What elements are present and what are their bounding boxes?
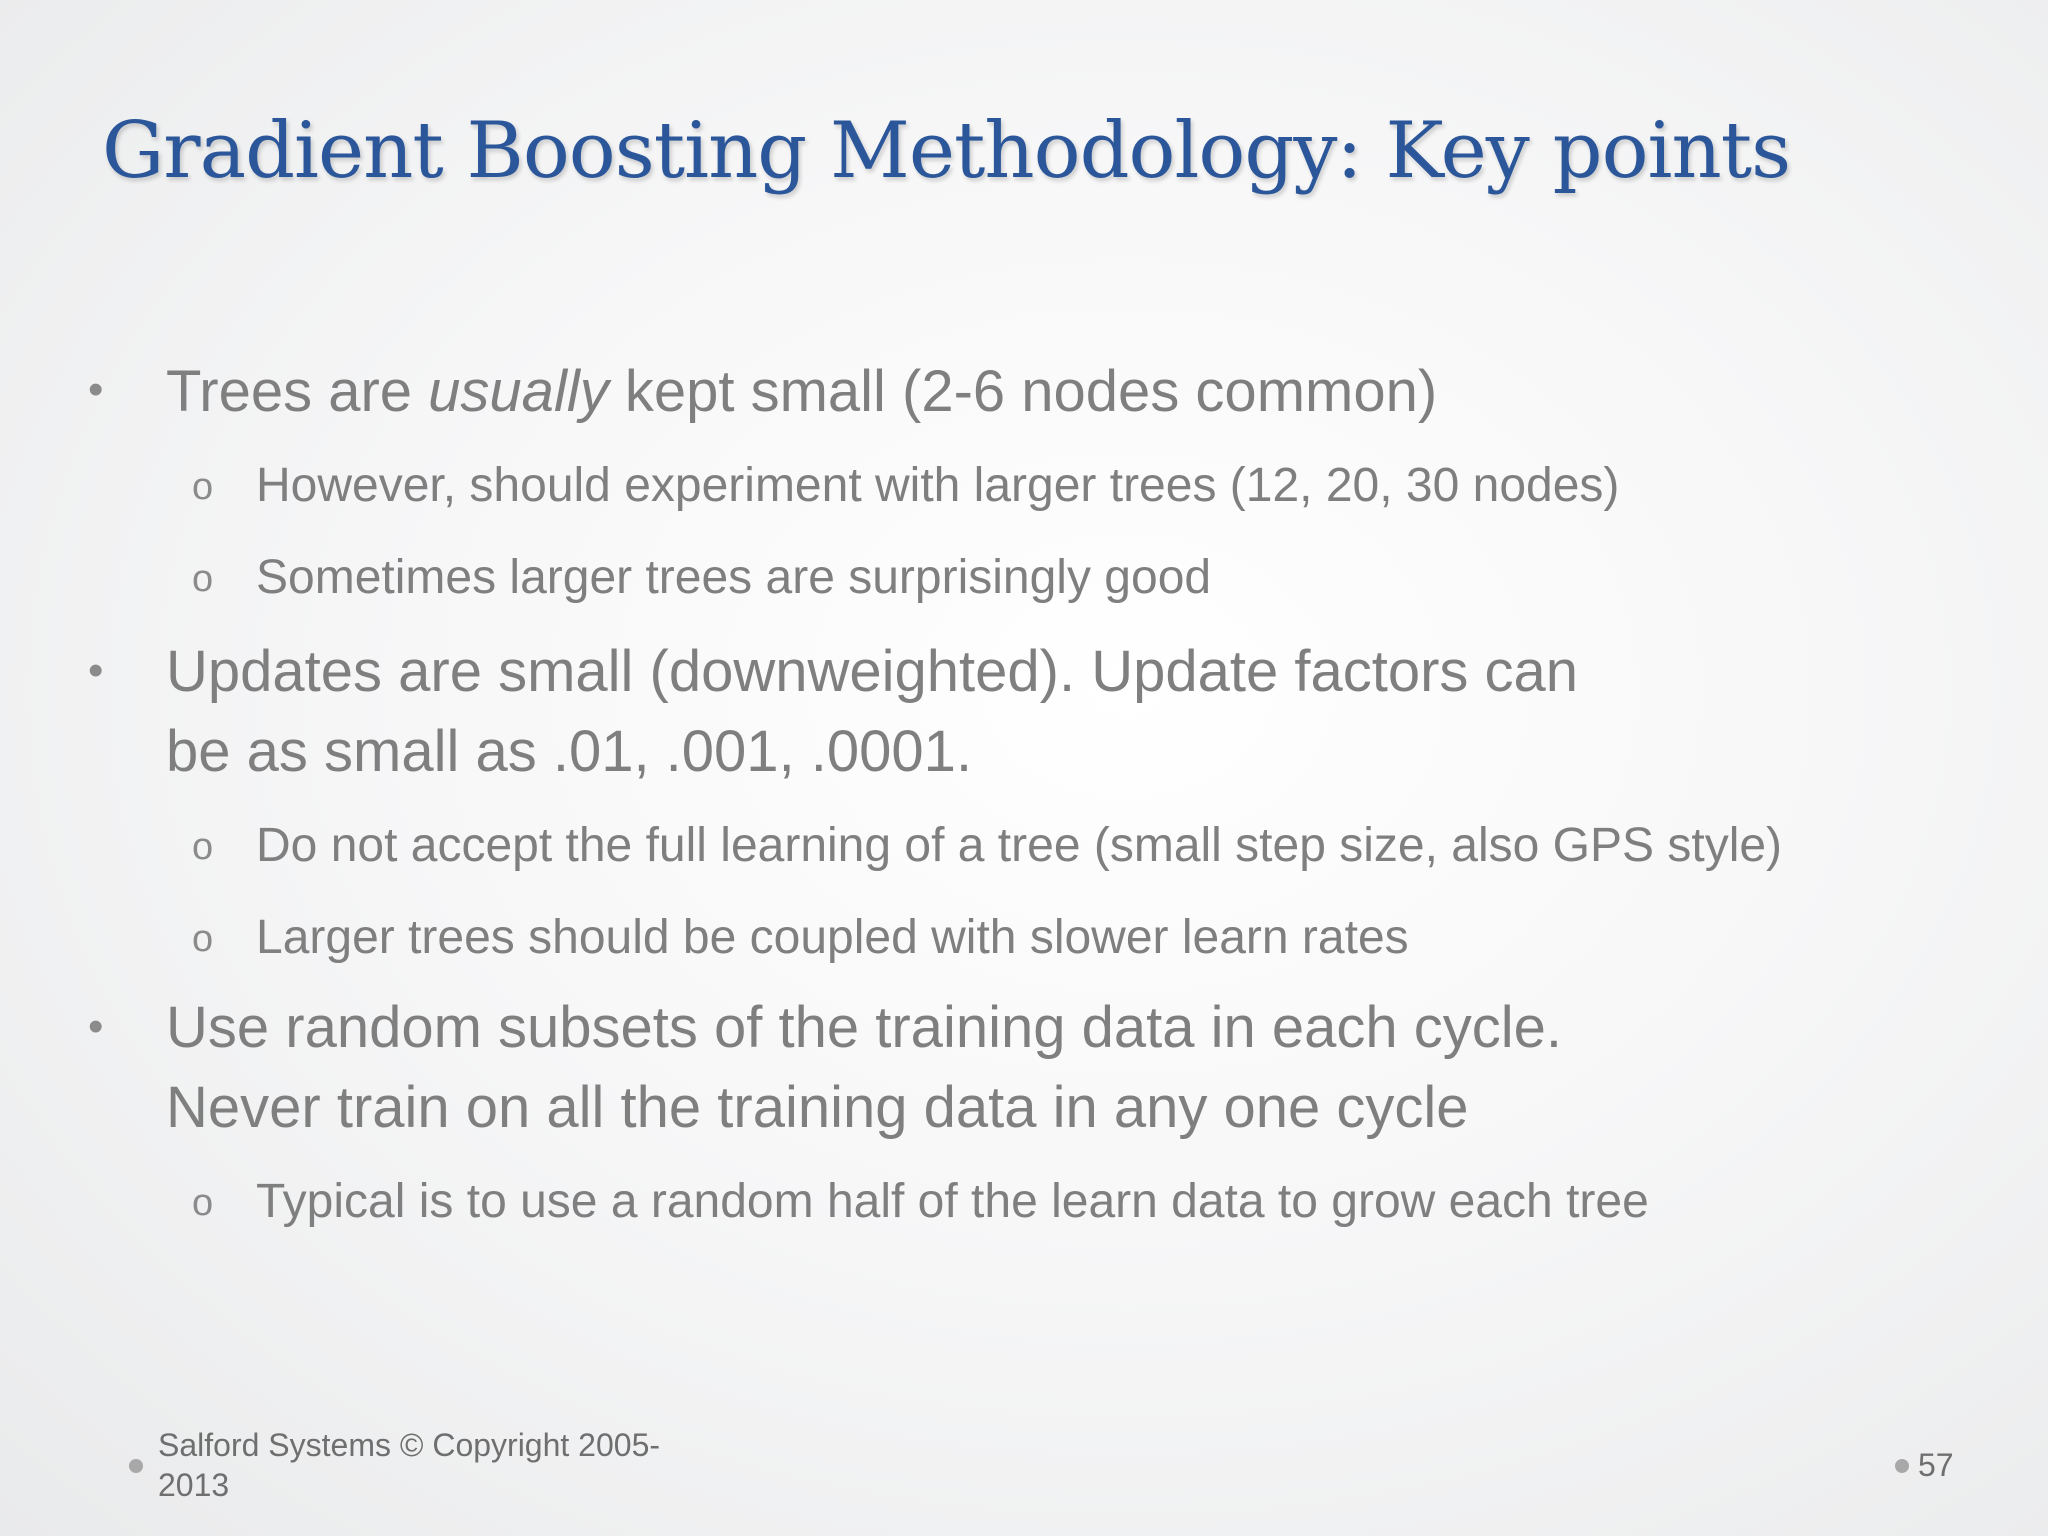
footer-copyright-line-2: 2013 <box>158 1467 230 1503</box>
footer-copyright <box>158 1425 660 1505</box>
bullet-2-line-2: be as small as .01, .001, .0001. <box>166 719 973 784</box>
sub-bullet-marker: o <box>192 466 214 508</box>
sub-bullet-marker: o <box>192 918 214 960</box>
bullet-2-sub-1: Do not accept the full learning of a tree (small step size, also GPS style) <box>256 819 1783 872</box>
bullet-2-line-1: Updates are small (downweighted). Update factors can <box>166 639 1579 704</box>
bullet-1-emphasis: usually <box>428 359 609 424</box>
sub-bullet-marker: o <box>192 558 214 600</box>
bullet-1-sub-2: Sometimes larger trees are surprisingly good <box>256 551 1212 604</box>
bullet-1-text <box>166 352 1437 432</box>
sub-bullet-marker: o <box>192 826 214 868</box>
bullet-1-text-after: kept small (2-6 nodes common) <box>608 359 1438 424</box>
bullet-1-sub-1: However, should experiment with larger trees (12, 20, 30 nodes) <box>256 459 1620 512</box>
bullet-marker: • <box>88 365 104 414</box>
footer-copyright-line-1: Salford Systems © Copyright 2005- <box>158 1427 661 1463</box>
sub-bullet-marker: o <box>192 1182 214 1224</box>
bullet-marker: • <box>88 646 104 695</box>
bullet-1-text-before: Trees are <box>166 359 429 424</box>
bullet-2-sub-2: Larger trees should be coupled with slower learn rates <box>256 911 1409 964</box>
bullet-marker: • <box>88 1002 104 1051</box>
footer-dot-left <box>129 1459 143 1473</box>
bullet-3-line-1: Use random subsets of the training data in each cycle. <box>166 995 1562 1060</box>
footer-dot-right <box>1895 1459 1909 1473</box>
page-number: 57 <box>1918 1447 1954 1483</box>
bullet-3-sub-1: Typical is to use a random half of the learn data to grow each tree <box>256 1175 1649 1228</box>
bullet-3-line-2: Never train on all the training data in any one cycle <box>166 1075 1469 1140</box>
slide-title: Gradient Boosting Methodology: Key points <box>102 106 1791 196</box>
